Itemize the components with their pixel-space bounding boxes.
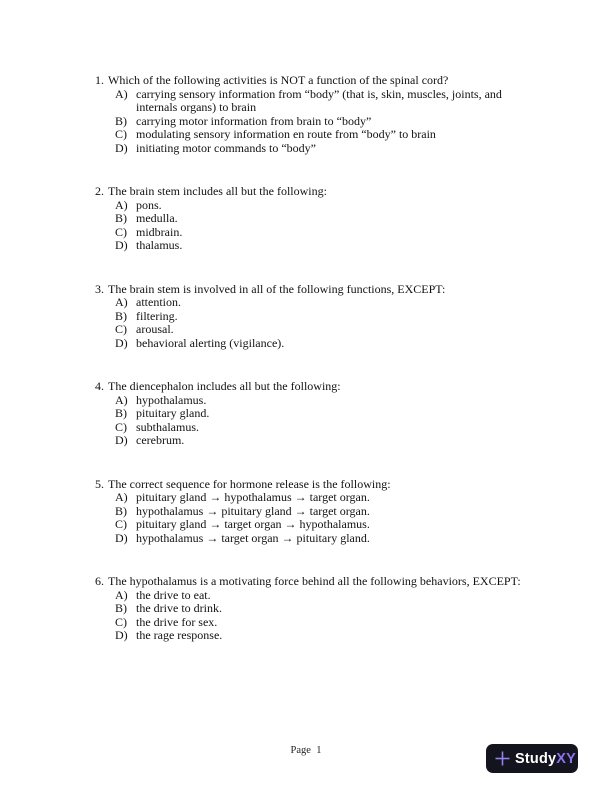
- options-list: [115, 199, 555, 253]
- question-text: The hypothalamus is a motivating force behind all the following behaviors, EXCEPT:: [108, 574, 521, 588]
- option-row: [115, 323, 555, 337]
- question-line: [95, 185, 555, 199]
- option-text: medulla.: [136, 211, 178, 225]
- brand-name-accent: XY: [556, 750, 577, 767]
- option-row: [115, 518, 555, 532]
- brand-name-primary: Study: [515, 750, 557, 767]
- question-line: [95, 478, 555, 492]
- option-row: [115, 88, 555, 115]
- option-letter: D): [115, 530, 128, 545]
- question-block: [95, 74, 555, 155]
- question-text: The brain stem is involved in all of the following functions, EXCEPT:: [108, 281, 446, 296]
- option-letter: B): [115, 308, 127, 323]
- option-text: attention.: [136, 295, 181, 309]
- option-letter: A): [115, 392, 128, 407]
- question-number: 1.: [95, 73, 104, 87]
- question-block: [95, 283, 555, 351]
- option-row: [115, 434, 555, 448]
- option-row: [115, 491, 555, 505]
- options-list: [115, 394, 555, 448]
- question-line: [95, 283, 555, 297]
- option-text: cerebrum.: [136, 433, 185, 447]
- option-letter: A): [115, 86, 128, 101]
- option-letter: A): [115, 490, 128, 504]
- options-list: [115, 88, 555, 156]
- option-text: behavioral alerting (vigilance).: [136, 335, 285, 350]
- option-row: [115, 296, 555, 310]
- option-letter: D): [115, 238, 128, 252]
- option-text: the drive for sex.: [136, 614, 218, 629]
- question-number: 6.: [95, 574, 104, 588]
- option-text: hypothalamus → target organ → pituitary gland.: [136, 530, 370, 545]
- option-text: the drive to eat.: [136, 587, 211, 602]
- option-letter: B): [115, 503, 127, 518]
- option-row: [115, 128, 555, 142]
- option-letter: C): [115, 517, 127, 531]
- option-row: [115, 532, 555, 546]
- option-row: [115, 337, 555, 351]
- options-list: [115, 296, 555, 350]
- option-letter: A): [115, 295, 128, 309]
- option-letter: B): [115, 406, 127, 420]
- studyxy-logo: [486, 744, 578, 773]
- question-line: [95, 74, 555, 88]
- option-text: pituitary gland → hypothalamus → target organ.: [136, 490, 370, 504]
- option-letter: A): [115, 197, 128, 212]
- quiz-questions: [95, 74, 555, 673]
- option-text: hypothalamus.: [136, 392, 207, 407]
- option-row: [115, 394, 555, 408]
- option-text: thalamus.: [136, 238, 183, 252]
- option-letter: D): [115, 140, 128, 155]
- option-text: pituitary gland.: [136, 406, 210, 420]
- question-text: Which of the following activities is NOT a function of the spinal cord?: [108, 73, 449, 87]
- question-line: [95, 380, 555, 394]
- page-number: Page 1: [290, 745, 322, 756]
- option-letter: C): [115, 419, 127, 434]
- option-text: the drive to drink.: [136, 601, 222, 615]
- option-letter: A): [115, 587, 128, 602]
- option-text: the rage response.: [136, 628, 223, 642]
- option-text: carrying motor information from brain to “body”: [136, 113, 372, 128]
- option-text: arousal.: [136, 322, 174, 336]
- option-letter: B): [115, 113, 127, 128]
- option-row: [115, 629, 555, 643]
- question-text: The diencephalon includes all but the following:: [108, 379, 341, 393]
- plus-icon: [495, 751, 510, 766]
- option-letter: C): [115, 224, 127, 239]
- options-list: [115, 589, 555, 643]
- option-row: [115, 602, 555, 616]
- option-row: [115, 239, 555, 253]
- option-letter: C): [115, 127, 127, 141]
- option-row: [115, 310, 555, 324]
- question-number: 5.: [95, 476, 104, 491]
- option-letter: C): [115, 614, 127, 629]
- option-row: [115, 115, 555, 129]
- question-block: [95, 575, 555, 643]
- question-text: The correct sequence for hormone release is the following:: [108, 476, 391, 491]
- option-letter: B): [115, 211, 127, 225]
- question-number: 3.: [95, 281, 104, 296]
- options-list: [115, 491, 555, 545]
- question-number: 2.: [95, 184, 104, 198]
- question-line: [95, 575, 555, 589]
- option-letter: D): [115, 433, 128, 447]
- option-text: initiating motor commands to “body”: [136, 140, 316, 155]
- option-text: filtering.: [136, 308, 178, 323]
- option-text: modulating sensory information en route from “body” to brain: [136, 127, 436, 141]
- option-row: [115, 199, 555, 213]
- option-text: pituitary gland → target organ → hypothalamus.: [136, 517, 370, 531]
- option-row: [115, 505, 555, 519]
- option-row: [115, 212, 555, 226]
- option-text: pons.: [136, 197, 162, 212]
- option-text: subthalamus.: [136, 419, 199, 434]
- option-row: [115, 226, 555, 240]
- option-row: [115, 142, 555, 156]
- option-row: [115, 589, 555, 603]
- option-text: midbrain.: [136, 224, 183, 239]
- option-letter: D): [115, 628, 128, 642]
- question-block: [95, 380, 555, 448]
- option-text: hypothalamus → pituitary gland → target organ.: [136, 503, 370, 518]
- option-row: [115, 421, 555, 435]
- option-letter: B): [115, 601, 127, 615]
- option-text: carrying sensory information from “body” (that is, skin, muscles, joints, and internals organs) to brain: [136, 86, 502, 114]
- option-row: [115, 407, 555, 421]
- question-block: [95, 185, 555, 253]
- option-row: [115, 616, 555, 630]
- question-text: The brain stem includes all but the following:: [108, 184, 327, 198]
- option-letter: C): [115, 322, 127, 336]
- question-number: 4.: [95, 379, 104, 393]
- option-letter: D): [115, 335, 128, 350]
- question-block: [95, 478, 555, 546]
